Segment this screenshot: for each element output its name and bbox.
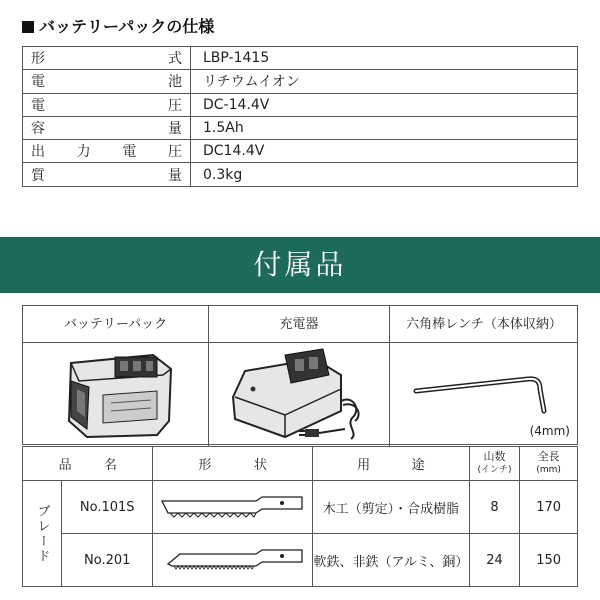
spec-key-char: 電 [122, 144, 137, 161]
spec-key-char: 電 [31, 74, 45, 91]
charger-cell [208, 306, 389, 446]
blade-header-char: 形 [198, 458, 212, 473]
blade-use: 木工（剪定）・合成樹脂 [313, 481, 470, 534]
wrench-size-label: (4mm) [529, 424, 570, 438]
blade-use: 軟鉄、非鉄（アルミ、銅） [313, 534, 470, 587]
blade-table [22, 446, 578, 587]
blade-length: 150 [520, 534, 578, 587]
battery-pack-label: バッテリーパック [23, 306, 208, 343]
spec-key [23, 93, 191, 116]
spec-key-char: 圧 [168, 97, 182, 114]
spec-key-text [31, 71, 182, 91]
spec-value: リチウムイオン [191, 70, 578, 93]
blade-length: 170 [520, 481, 578, 534]
blade-header-char: 用 [357, 458, 371, 473]
spec-key-text [31, 95, 182, 115]
metal-blade-icon [158, 544, 308, 572]
spec-section-title: バッテリーパックの仕様 [22, 14, 214, 37]
blade-header-use [313, 447, 470, 481]
blade-header-name [23, 447, 153, 481]
spec-value: DC14.4V [191, 140, 578, 163]
spec-key-char: 量 [168, 167, 182, 184]
blade-header-char: 状 [254, 458, 268, 473]
spec-row [23, 116, 578, 139]
blade-shape [153, 481, 313, 534]
spec-value: 0.3kg [191, 163, 578, 186]
blade-header-char: 品 [58, 458, 72, 473]
blade-header-char: 名 [103, 458, 117, 473]
blade-teeth: 8 [469, 481, 520, 534]
spec-row [23, 47, 578, 70]
spec-key [23, 70, 191, 93]
spec-value: LBP-1415 [191, 47, 578, 70]
blade-group-label: ブレード [23, 481, 62, 587]
spec-key-text [31, 118, 182, 138]
spec-key-text [31, 141, 182, 161]
blade-header-teeth: 山数 (インチ) [469, 447, 520, 481]
spec-key [23, 47, 191, 70]
spec-row [23, 163, 578, 186]
square-bullet-icon [22, 21, 34, 33]
spec-key-char: 量 [168, 121, 182, 138]
blade-shape [153, 534, 313, 587]
blade-teeth: 24 [469, 534, 520, 587]
blade-header-length: 全長 (mm) [520, 447, 578, 481]
battery-spec-table [22, 46, 578, 187]
spec-key-char: 圧 [167, 144, 182, 161]
hex-wrench-cell [389, 306, 578, 446]
accessories-banner: 付属品 [0, 237, 600, 293]
charger-icon [225, 345, 375, 445]
spec-row [23, 70, 578, 93]
spec-key-text [31, 165, 182, 185]
accessories-panel [22, 305, 578, 445]
blade-name: No.101S [62, 481, 153, 534]
spec-key [23, 163, 191, 186]
spec-row [23, 140, 578, 163]
spec-key-char: 形 [31, 51, 45, 68]
blade-row [23, 534, 578, 587]
spec-key-char: 式 [168, 51, 182, 68]
blade-header-shape [153, 447, 313, 481]
spec-key-char: 電 [31, 97, 45, 114]
spec-key-char: 質 [31, 167, 45, 184]
hex-wrench-label: 六角棒レンチ（本体収納） [390, 306, 578, 343]
battery-pack-cell [23, 306, 208, 446]
spec-value: DC-14.4V [191, 93, 578, 116]
spec-row [23, 93, 578, 116]
spec-key-char: 出 [31, 144, 45, 161]
battery-pack-icon [57, 347, 177, 441]
spec-key-text [31, 48, 182, 68]
wood-blade-icon [158, 491, 308, 519]
spec-key-char: 池 [168, 74, 182, 91]
blade-header-char: 途 [411, 458, 425, 473]
spec-key-char: 力 [76, 144, 91, 161]
charger-label: 充電器 [209, 306, 389, 343]
spec-key-char: 容 [31, 121, 45, 138]
blade-row [23, 481, 578, 534]
spec-key [23, 116, 191, 139]
spec-key [23, 140, 191, 163]
spec-value: 1.5Ah [191, 116, 578, 139]
blade-name: No.201 [62, 534, 153, 587]
hex-wrench-icon [410, 359, 560, 419]
